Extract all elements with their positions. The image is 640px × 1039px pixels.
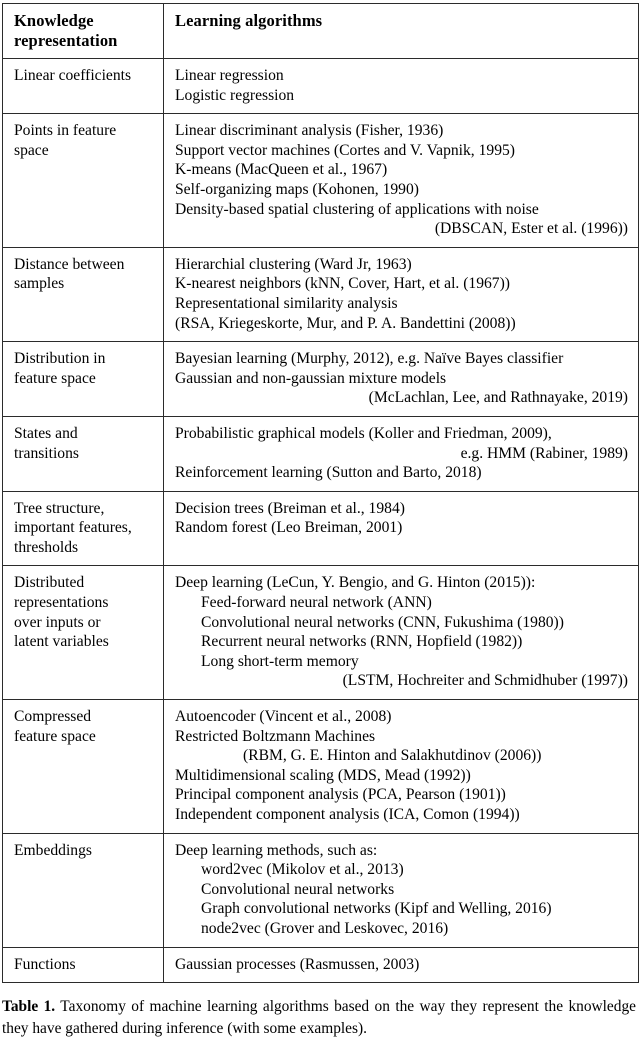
table-row xyxy=(3,947,639,983)
algorithms-cell xyxy=(164,342,639,417)
algorithm-line: (DBSCAN, Ester et al. (1996)) xyxy=(434,220,628,238)
algorithm-line: Autoencoder (Vincent et al., 2008) xyxy=(175,708,392,726)
header-line: Learning algorithms xyxy=(175,11,323,30)
representation-line: Tree structure, xyxy=(14,499,105,517)
table-row xyxy=(3,566,639,700)
algorithm-line: Convolutional neural networks (CNN, Fukushima (1980)) xyxy=(201,613,564,631)
algorithm-line: Long short-term memory xyxy=(201,652,359,670)
header-learning-algorithms xyxy=(164,4,639,59)
algorithm-line: Linear discriminant analysis (Fisher, 1936) xyxy=(175,122,444,140)
representation-line: Functions xyxy=(14,955,76,973)
representation-cell xyxy=(3,59,164,114)
table-row xyxy=(3,342,639,417)
representation-line: Distributed xyxy=(14,574,85,592)
algorithms-cell xyxy=(164,59,639,114)
algorithm-line: node2vec (Grover and Leskovec, 2016) xyxy=(201,919,449,937)
representation-cell xyxy=(3,247,164,341)
algorithm-line: Representational similarity analysis xyxy=(175,294,398,312)
representation-line: thresholds xyxy=(14,538,79,556)
table-row xyxy=(3,114,639,248)
algorithm-line: K-nearest neighbors (kNN, Cover, Hart, et al. (1967)) xyxy=(175,275,510,293)
representation-line: transitions xyxy=(14,444,79,462)
algorithm-line: Gaussian and non-gaussian mixture models xyxy=(175,369,447,387)
header-line: representation xyxy=(14,30,118,50)
taxonomy-table xyxy=(2,3,639,983)
algorithms-cell xyxy=(164,566,639,700)
table-row xyxy=(3,59,639,114)
algorithm-line: Support vector machines (Cortes and V. Vapnik, 1995) xyxy=(175,141,515,159)
representation-line: representations xyxy=(14,594,109,612)
caption-text: Taxonomy of machine learning algorithms based on the way they represent the knowledge they have gathered during inference (with some examples). xyxy=(2,998,636,1037)
algorithm-line: e.g. HMM (Rabiner, 1989) xyxy=(460,444,628,462)
representation-line: Points in feature xyxy=(14,122,117,140)
algorithm-line: Hierarchial clustering (Ward Jr, 1963) xyxy=(175,255,412,273)
algorithm-line: Probabilistic graphical models (Koller and Friedman, 2009), xyxy=(175,424,552,442)
table-row xyxy=(3,247,639,341)
algorithm-line: Random forest (Leo Breiman, 2001) xyxy=(175,519,403,537)
algorithm-line: Linear regression xyxy=(175,67,284,84)
algorithm-line: Decision trees (Breiman et al., 1984) xyxy=(175,499,405,517)
algorithm-line: (RBM, G. E. Hinton and Salakhutdinov (2006)) xyxy=(243,747,542,765)
algorithm-line: Convolutional neural networks xyxy=(201,880,395,898)
representation-line: feature space xyxy=(14,369,96,387)
algorithm-line: Multidimensional scaling (MDS, Mead (1992)) xyxy=(175,766,471,784)
representation-line: feature space xyxy=(14,727,96,745)
algorithm-line: Graph convolutional networks (Kipf and Welling, 2016) xyxy=(201,900,552,918)
representation-line: Distance between xyxy=(14,255,125,273)
representation-line: over inputs or xyxy=(14,613,101,631)
taxonomy-table-body xyxy=(3,4,639,983)
algorithm-line: Principal component analysis (PCA, Pearson (1901)) xyxy=(175,786,506,804)
algorithm-line: Bayesian learning (Murphy, 2012), e.g. Naïve Bayes classifier xyxy=(175,350,564,368)
representation-line: samples xyxy=(14,275,65,293)
caption-number: Table 1. xyxy=(2,998,56,1016)
algorithm-line: Reinforcement learning (Sutton and Barto, 2018) xyxy=(175,464,482,482)
table-row xyxy=(3,416,639,491)
table-row xyxy=(3,833,639,947)
representation-line: Distribution in xyxy=(14,350,106,368)
algorithm-line: Deep learning (LeCun, Y. Bengio, and G. Hinton (2015)): xyxy=(175,574,536,592)
algorithm-line: (McLachlan, Lee, and Rathnayake, 2019) xyxy=(368,389,628,407)
algorithm-line: word2vec (Mikolov et al., 2013) xyxy=(201,861,404,879)
algorithms-cell xyxy=(164,247,639,341)
representation-line: space xyxy=(14,141,49,159)
algorithm-line: Feed-forward neural network (ANN) xyxy=(201,594,432,612)
algorithms-cell xyxy=(164,947,639,983)
representation-cell xyxy=(3,416,164,491)
representation-line: Linear coefficients xyxy=(14,67,132,84)
algorithm-line: Gaussian processes (Rasmussen, 2003) xyxy=(175,955,420,973)
representation-line: States and xyxy=(14,424,78,442)
algorithm-line: Logistic regression xyxy=(175,86,295,104)
algorithm-line: (RSA, Kriegeskorte, Mur, and P. A. Bandettini (2008)) xyxy=(175,314,516,332)
table-header-row xyxy=(3,4,639,59)
representation-cell xyxy=(3,114,164,248)
algorithm-line: Deep learning methods, such as: xyxy=(175,841,378,859)
representation-line: latent variables xyxy=(14,633,109,651)
table-caption xyxy=(2,996,636,1039)
algorithm-line: Restricted Boltzmann Machines xyxy=(175,727,376,745)
representation-cell xyxy=(3,700,164,834)
representation-cell xyxy=(3,566,164,700)
algorithms-cell xyxy=(164,491,639,566)
representation-cell xyxy=(3,947,164,983)
table-row xyxy=(3,491,639,566)
representation-cell xyxy=(3,491,164,566)
algorithm-line: Independent component analysis (ICA, Comon (1994)) xyxy=(175,806,520,823)
algorithm-line: Density-based spatial clustering of applications with noise xyxy=(175,200,539,218)
algorithms-cell xyxy=(164,114,639,248)
table-row xyxy=(3,700,639,834)
algorithm-line: Self-organizing maps (Kohonen, 1990) xyxy=(175,180,419,198)
representation-cell xyxy=(3,833,164,947)
algorithm-line: K-means (MacQueen et al., 1967) xyxy=(175,161,388,179)
algorithms-cell xyxy=(164,700,639,834)
representation-line: Embeddings xyxy=(14,841,92,859)
algorithm-line: Recurrent neural networks (RNN, Hopfield (1982)) xyxy=(201,633,523,651)
page xyxy=(0,3,640,1037)
header-line: Knowledge xyxy=(14,11,94,30)
representation-cell xyxy=(3,342,164,417)
header-knowledge-representation xyxy=(3,4,164,59)
algorithms-cell xyxy=(164,416,639,491)
algorithms-cell xyxy=(164,833,639,947)
representation-line: important features, xyxy=(14,519,132,537)
algorithm-line: (LSTM, Hochreiter and Schmidhuber (1997)) xyxy=(342,672,628,690)
representation-line: Compressed xyxy=(14,708,92,726)
